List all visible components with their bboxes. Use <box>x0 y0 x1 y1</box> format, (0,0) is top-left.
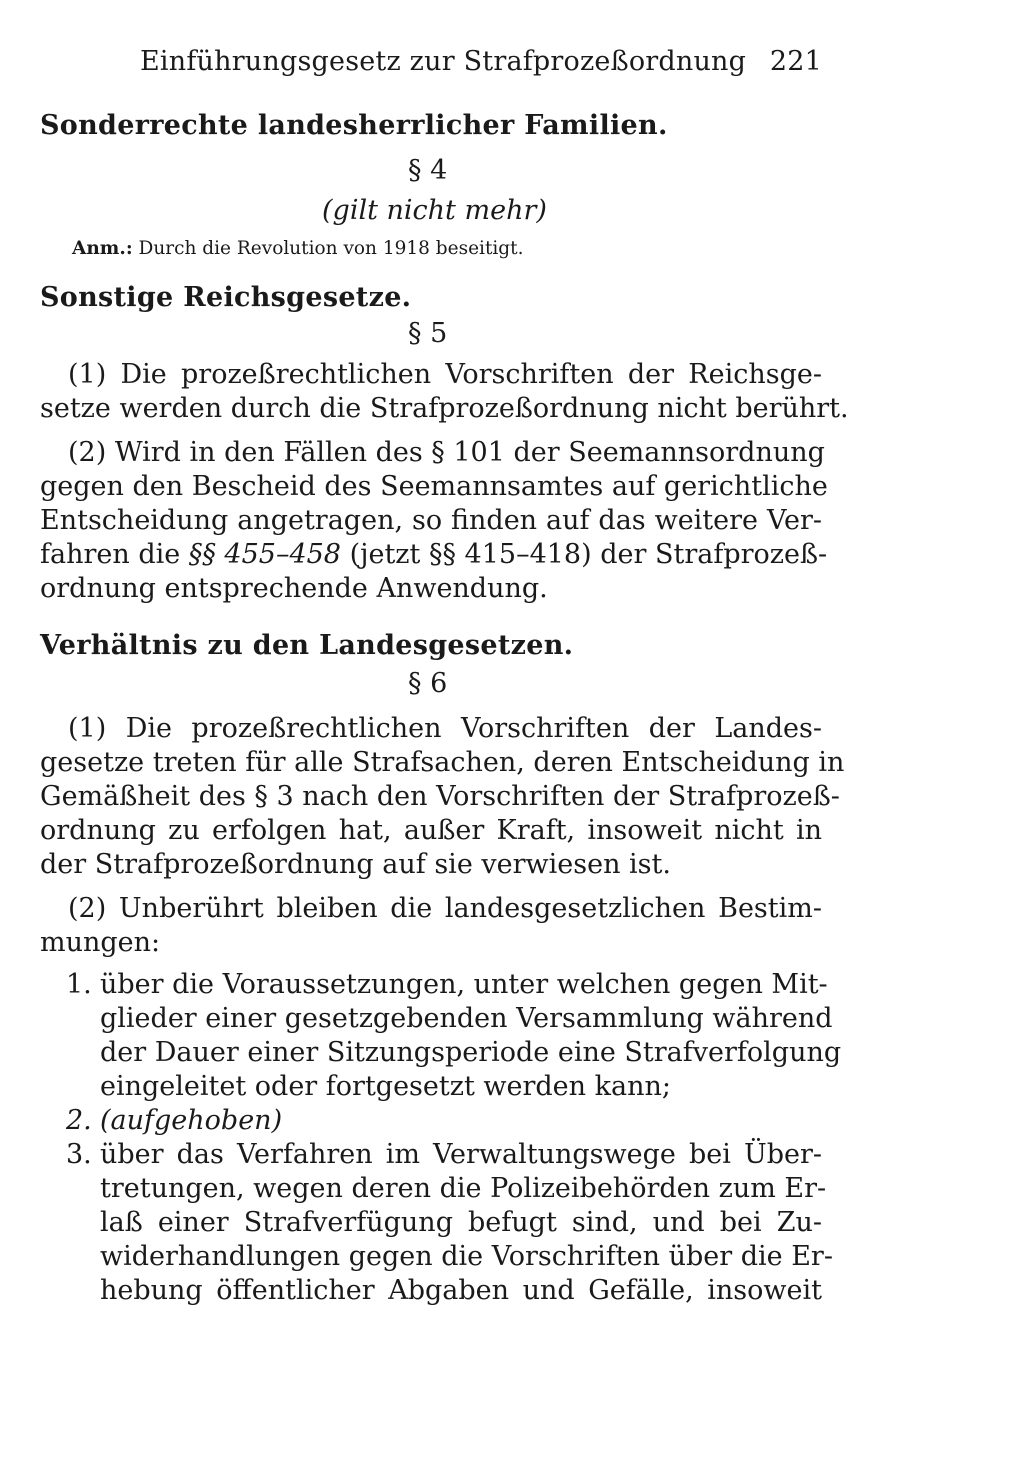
list-line: über die Voraussetzungen, unter welchen gegen Mit- <box>100 969 828 1000</box>
paragraph-line: ordnung entsprechende Anwendung. <box>40 573 548 604</box>
list-line: laß einer Strafverfügung befugt sind, und bei Zu- <box>100 1207 822 1238</box>
section-5-paragraph-1 <box>40 358 849 426</box>
list-line: hebung öffentlicher Abgaben und Gefälle, insoweit <box>100 1275 822 1306</box>
running-head <box>140 46 822 77</box>
line-part: (jetzt §§ 415–418) der Strafprozeß- <box>340 539 828 570</box>
list-item-2 <box>40 1104 822 1138</box>
italic-reference: §§ 455–458 <box>188 539 341 570</box>
paragraph-line: setze werden durch die Strafprozeßordnung nicht berührt. <box>40 393 849 424</box>
paragraph-line: mungen: <box>40 927 161 958</box>
section-4-number: § 4 <box>408 155 448 186</box>
list-number: 2. <box>66 1105 92 1136</box>
paragraph-line: (2) Wird in den Fällen des § 101 der Seemannsordnung <box>68 437 825 468</box>
list-item-1 <box>40 968 842 1104</box>
section-6-number: § 6 <box>408 668 448 699</box>
section-6-paragraph-1 <box>40 712 845 882</box>
list-line: über das Verfahren im Verwaltungswege bei Über- <box>100 1139 822 1170</box>
section-5-paragraph-2 <box>40 436 828 606</box>
annotation-label: Anm.: <box>72 238 133 259</box>
running-head-title: Einführungsgesetz zur Strafprozeßordnung <box>140 46 747 77</box>
section-5-number: § 5 <box>408 318 448 349</box>
line-part: fahren die <box>40 539 189 570</box>
paragraph-line <box>40 538 828 572</box>
list-line: widerhandlungen gegen die Vorschriften über die Er- <box>100 1241 833 1272</box>
paragraph-line: gegen den Bescheid des Seemannsamtes auf gerichtliche <box>40 471 828 502</box>
annotation-note <box>72 238 523 259</box>
list-line: eingeleitet oder fortgesetzt werden kann; <box>100 1071 671 1102</box>
section-6-paragraph-2 <box>40 892 822 960</box>
section-4-status: (gilt nicht mehr) <box>322 195 547 226</box>
paragraph-line: ordnung zu erfolgen hat, außer Kraft, insoweit nicht in <box>40 815 822 846</box>
annotation-text: Durch die Revolution von 1918 beseitigt. <box>138 238 524 259</box>
paragraph-line: der Strafprozeßordnung auf sie verwiesen ist. <box>40 849 671 880</box>
list-line: tretungen, wegen deren die Polizeibehörden zum Er- <box>100 1173 827 1204</box>
paragraph-line: Entscheidung angetragen, so finden auf das weitere Ver- <box>40 505 822 536</box>
page-number: 221 <box>769 46 822 77</box>
list-number: 1. <box>66 969 92 1000</box>
paragraph-line: (1) Die prozeßrechtlichen Vorschriften der Reichsge- <box>68 359 822 390</box>
list-item-3 <box>40 1138 833 1308</box>
list-line: der Dauer einer Sitzungsperiode eine Strafverfolgung <box>100 1037 842 1068</box>
paragraph-line: (1) Die prozeßrechtlichen Vorschriften der Landes- <box>68 713 822 744</box>
list-line: (aufgehoben) <box>100 1105 283 1136</box>
heading-reichsgesetze: Sonstige Reichsgesetze. <box>40 282 412 313</box>
paragraph-line: gesetze treten für alle Strafsachen, deren Entscheidung in <box>40 747 845 778</box>
list-number: 3. <box>66 1139 92 1170</box>
paragraph-line: (2) Unberührt bleiben die landesgesetzlichen Bestim- <box>68 893 822 924</box>
paragraph-line: Gemäßheit des § 3 nach den Vorschriften der Strafprozeß- <box>40 781 840 812</box>
list-line: glieder einer gesetzgebenden Versammlung während <box>100 1003 833 1034</box>
heading-sonderrechte: Sonderrechte landesherrlicher Familien. <box>40 110 668 141</box>
heading-landesgesetze: Verhältnis zu den Landesgesetzen. <box>40 630 574 661</box>
